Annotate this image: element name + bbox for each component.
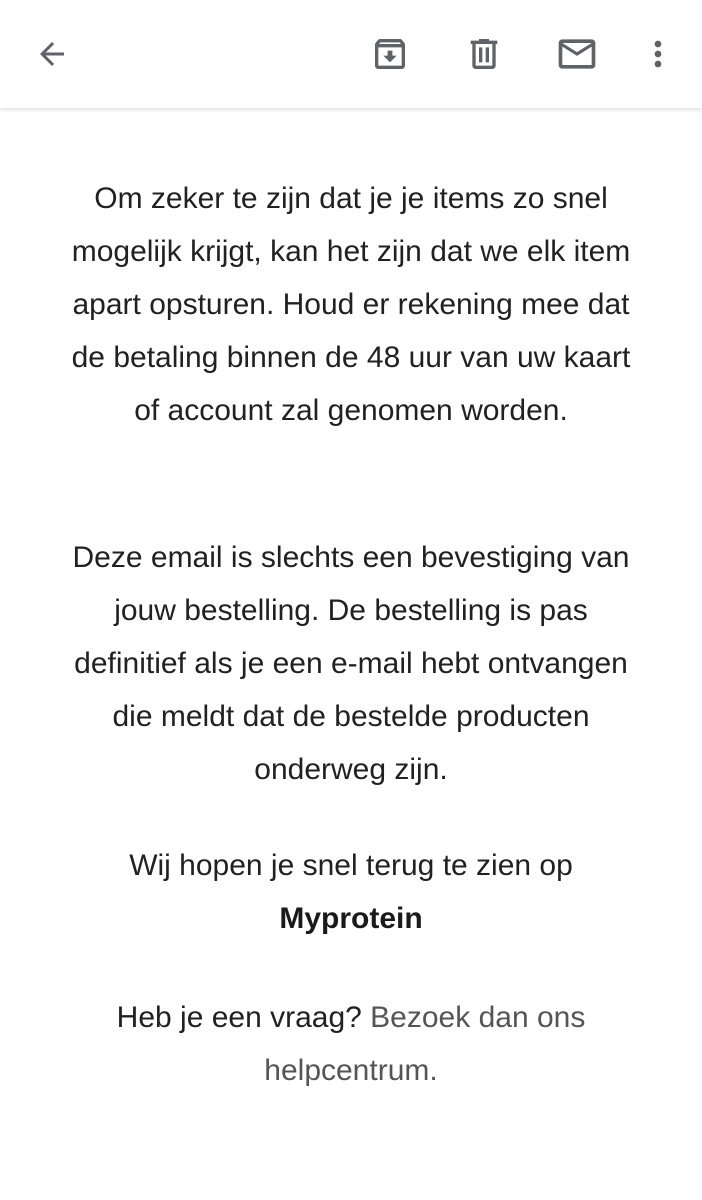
question-text: Heb je een vraag? — [116, 1001, 362, 1034]
email-toolbar — [0, 0, 702, 108]
arrow-back-icon — [34, 36, 70, 72]
confirmation-paragraph: Deze email is slechts een bevestiging van jouw bestelling. De bestelling is pas definitief als je een e-mail hebt ontvangen die meldt dat de bestelde producten onderweg zijn. — [72, 541, 630, 786]
trash-icon — [464, 34, 504, 74]
more-vert-icon — [638, 34, 678, 74]
help-paragraph — [60, 991, 642, 1097]
closing-paragraph — [60, 839, 642, 945]
archive-button[interactable] — [360, 24, 420, 84]
help-center-link[interactable]: Bezoek dan ons helpcentrum. — [264, 1001, 586, 1087]
mail-icon — [555, 32, 599, 76]
back-button[interactable] — [22, 24, 82, 84]
brand-name: Myprotein — [279, 902, 423, 935]
delete-button[interactable] — [454, 24, 514, 84]
mark-unread-button[interactable] — [547, 24, 607, 84]
shipping-paragraph: Om zeker te zijn dat je je items zo snel mogelijk krijgt, kan het zijn dat we elk item apart opsturen. Houd er rekening mee dat de betaling binnen de 48 uur van uw kaart of account zal genomen worden. — [71, 182, 631, 427]
archive-icon — [370, 34, 410, 74]
closing-text: Wij hopen je snel terug te zien op — [129, 849, 573, 882]
more-options-button[interactable] — [628, 24, 688, 84]
email-body — [0, 108, 702, 1200]
